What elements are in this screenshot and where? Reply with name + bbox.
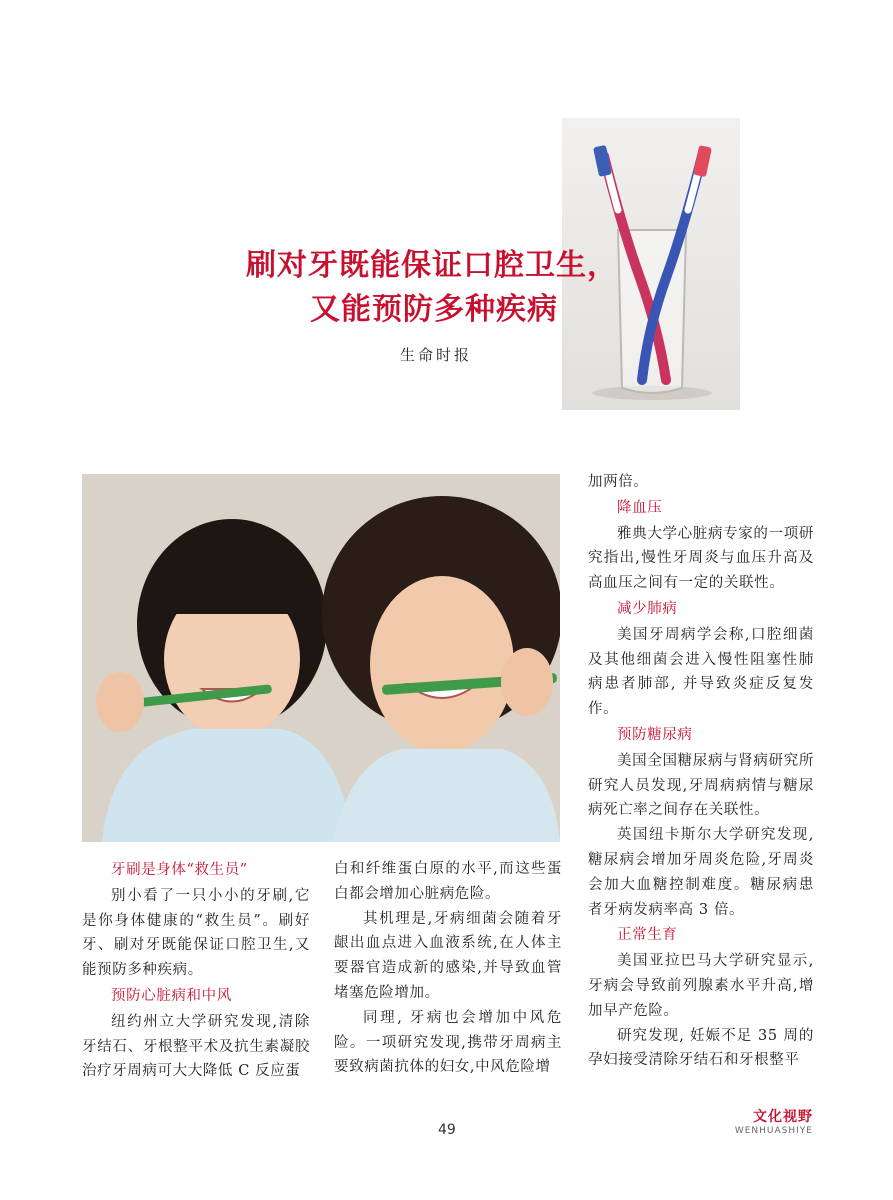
- paragraph: 其机理是,牙病细菌会随着牙龈出血点进入血液系统,在人体主要器官造成新的感染,并导致血管堵塞危险增加。: [334, 910, 562, 1001]
- paragraph: 同理, 牙病也会增加中风危险。一项研究发现,携带牙周病主要致病菌抗体的妇女,中风危险增: [334, 1009, 562, 1076]
- family-brushing-illustration: [82, 474, 560, 842]
- paragraph: 英国纽卡斯尔大学研究发现,糖尿病会增加牙周炎危险,牙周炎会加大血糖控制难度。糖尿病患者牙病发病率高 3 倍。: [588, 827, 814, 918]
- text-column-1: [82, 857, 310, 1084]
- magazine-brand: [735, 1106, 813, 1136]
- family-brushing-photo: [82, 474, 560, 842]
- title-line-2: 又能预防多种疾病: [310, 292, 558, 327]
- text-column-2: [334, 857, 562, 1080]
- title-line-1: 刷对牙既能保证口腔卫生，: [246, 248, 618, 283]
- brand-pinyin: WENHUASHIYE: [734, 1126, 813, 1136]
- subheading-toothbrush-lifeguard: 牙刷是身体“救生员”: [111, 862, 248, 878]
- paragraph: 白和纤维蛋白原的水平,而这些蛋白都会增加心脏病危险。: [334, 861, 562, 902]
- text-column-3: [588, 470, 814, 1073]
- paragraph: 美国牙周病学会称,口腔细菌及其他细菌会进入慢性阻塞性肺病患者肺部, 并导致炎症反复发作。: [588, 626, 814, 718]
- article-title: [240, 244, 618, 332]
- paragraph: 研究发现, 妊娠不足 35 周的孕妇接受清除牙结石和牙根整平: [588, 1027, 814, 1069]
- paragraph: 美国亚拉巴马大学研究显示,牙病会导致前列腺素水平升高,增加早产危险。: [588, 953, 814, 1019]
- page-number: 49: [438, 1122, 456, 1138]
- paragraph: 美国全国糖尿病与肾病研究所研究人员发现,牙周病病情与糖尿病死亡率之间存在关联性。: [588, 752, 814, 819]
- paragraph: 加两倍。: [588, 474, 649, 490]
- paragraph: 雅典大学心脏病专家的一项研究指出,慢性牙周炎与血压升高及高血压之间有一定的关联性。: [588, 525, 814, 592]
- subheading-prevent-diabetes: 预防糖尿病: [617, 726, 693, 743]
- article-source: 生命时报: [400, 346, 473, 364]
- paragraph: 纽约州立大学研究发现,清除牙结石、牙根整平术及抗生素凝胶治疗牙周病可大大降低 C 反应蛋: [82, 1013, 310, 1080]
- subheading-lower-blood-pressure: 降血压: [617, 499, 663, 516]
- brand-chinese: 文化视野: [753, 1109, 813, 1125]
- subheading-reduce-lung-disease: 减少肺病: [617, 600, 678, 617]
- subheading-normal-birth: 正常生育: [617, 927, 678, 944]
- subheading-prevent-heart-disease: 预防心脏病和中风: [111, 987, 232, 1004]
- paragraph: 别小看了一只小小的牙刷,它是你身体健康的“救生员”。刷好牙、刷对牙既能保证口腔卫生,又能预防多种疾病。: [82, 887, 310, 979]
